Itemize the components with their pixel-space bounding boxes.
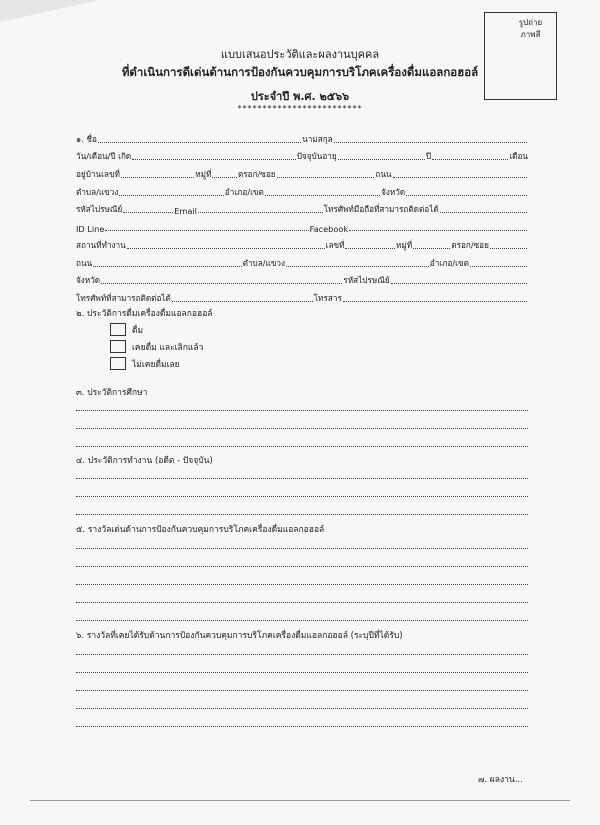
age-label: ปัจจุบันอายุ bbox=[296, 151, 337, 162]
answer-line[interactable] bbox=[76, 655, 528, 673]
form-subtitle: ที่ดำเนินการดีเด่นด้านการป้องกันควบคุมการบริโภคเครื่องดื่มแอลกอฮอล์ bbox=[121, 65, 479, 79]
last-name-label: นามสกุล bbox=[302, 133, 333, 144]
personal-info-fields bbox=[76, 128, 528, 305]
checkbox-quit[interactable] bbox=[110, 340, 126, 353]
work-phone-label: โทรศัพท์ที่สามารถติดต่อได้ bbox=[76, 292, 171, 303]
work-phone-field[interactable] bbox=[172, 301, 313, 302]
age-months-field[interactable] bbox=[432, 159, 508, 160]
moo-label: หมู่ที่ bbox=[195, 169, 212, 180]
answer-line[interactable] bbox=[76, 691, 528, 709]
option-drink[interactable] bbox=[110, 321, 203, 338]
work-postcode-label: รหัสไปรษณีย์ bbox=[343, 275, 390, 286]
first-name-label: ๑. ชื่อ bbox=[76, 133, 97, 144]
work-moo-label: หมู่ที่ bbox=[395, 239, 413, 250]
facebook-field[interactable] bbox=[349, 230, 527, 231]
checkbox-never[interactable] bbox=[110, 357, 126, 370]
line-id-label: ID Line bbox=[76, 224, 105, 235]
education-lines[interactable] bbox=[76, 393, 528, 447]
field-row-work-phone bbox=[76, 287, 528, 305]
birth-date-label: วัน/เดือน/ปี เกิด bbox=[76, 151, 132, 162]
district-field[interactable] bbox=[265, 195, 380, 196]
mobile-field[interactable] bbox=[440, 212, 527, 213]
mobile-label: โทรศัพท์มือถือที่สามารถติดต่อได้ bbox=[323, 204, 439, 215]
option-never-label: ไม่เคยดื่มเลย bbox=[132, 359, 180, 370]
work-postcode-field[interactable] bbox=[391, 283, 527, 284]
email-label: Email bbox=[174, 206, 197, 217]
work-province-label: จังหวัด bbox=[76, 275, 101, 286]
work-road-label: ถนน bbox=[76, 257, 93, 268]
field-row-workplace bbox=[76, 234, 528, 252]
work-subdistrict-field[interactable] bbox=[286, 266, 429, 267]
answer-line[interactable] bbox=[76, 567, 528, 585]
option-quit-label: เคยดื่ม และเลิกแล้ว bbox=[132, 342, 204, 353]
answer-line[interactable] bbox=[76, 585, 528, 603]
postcode-field[interactable] bbox=[123, 212, 173, 213]
folded-corner bbox=[0, 0, 100, 22]
work-moo-field[interactable] bbox=[413, 248, 450, 249]
road-field[interactable] bbox=[393, 177, 527, 178]
workplace-field[interactable] bbox=[127, 248, 325, 249]
field-row-name bbox=[76, 128, 528, 146]
email-field[interactable] bbox=[198, 212, 323, 213]
option-quit[interactable] bbox=[110, 338, 203, 355]
soi-field[interactable] bbox=[277, 177, 375, 178]
work-history-lines[interactable] bbox=[76, 461, 528, 515]
title-divider: ************************* bbox=[237, 104, 363, 113]
age-years-field[interactable] bbox=[338, 159, 425, 160]
line-id-field[interactable] bbox=[105, 230, 308, 231]
answer-line[interactable] bbox=[76, 673, 528, 691]
option-never[interactable] bbox=[110, 355, 203, 372]
facebook-label: Facebook bbox=[309, 224, 349, 235]
bottom-divider bbox=[30, 800, 570, 801]
work-road-field[interactable] bbox=[93, 266, 241, 267]
photo-box-sublabel: ภาพสี bbox=[520, 30, 541, 39]
work-province-field[interactable] bbox=[101, 283, 342, 284]
province-label: จังหวัด bbox=[381, 186, 406, 197]
education-heading: ๓. ประวัติการศึกษา bbox=[76, 388, 148, 398]
fax-label: โทรสาร bbox=[313, 292, 342, 303]
soi-label: ตรอก/ซอย bbox=[237, 169, 276, 180]
form-title: แบบเสนอประวัติและผลงานบุคคล bbox=[220, 48, 380, 61]
field-row-contact bbox=[76, 199, 528, 217]
subdistrict-label: ตำบล/แขวง bbox=[76, 186, 119, 197]
province-field[interactable] bbox=[406, 195, 527, 196]
answer-line[interactable] bbox=[76, 479, 528, 497]
answer-line[interactable] bbox=[76, 461, 528, 479]
house-no-label: อยู่บ้านเลขที่ bbox=[76, 169, 120, 180]
form-year: ประจำปี พ.ศ. ๒๕๖๖ bbox=[250, 90, 350, 103]
awards-received-lines[interactable] bbox=[76, 637, 528, 727]
next-page-indicator: ๗. ผลงาน... bbox=[478, 775, 523, 785]
answer-line[interactable] bbox=[76, 637, 528, 655]
work-history-heading: ๔. ประวัติการทำงาน (อดีต - ปัจจุบัน) bbox=[76, 456, 213, 466]
answer-line[interactable] bbox=[76, 393, 528, 411]
years-label: ปี bbox=[425, 151, 432, 162]
house-no-field[interactable] bbox=[121, 177, 194, 178]
last-name-field[interactable] bbox=[334, 142, 527, 143]
field-row-work-road bbox=[76, 252, 528, 270]
answer-line[interactable] bbox=[76, 531, 528, 549]
drinking-history-heading: ๒. ประวัติการดื่มเครื่องดื่มแอลกอฮอล์ bbox=[76, 309, 213, 319]
work-subdistrict-label: ตำบล/แขวง bbox=[242, 257, 285, 268]
checkbox-drink[interactable] bbox=[110, 323, 126, 336]
work-no-label: เลขที่ bbox=[325, 239, 345, 250]
work-soi-field[interactable] bbox=[490, 248, 527, 249]
work-district-field[interactable] bbox=[470, 266, 527, 267]
fax-field[interactable] bbox=[343, 301, 527, 302]
answer-line[interactable] bbox=[76, 429, 528, 447]
outstanding-award-lines[interactable] bbox=[76, 531, 528, 621]
answer-line[interactable] bbox=[76, 497, 528, 515]
answer-line[interactable] bbox=[76, 411, 528, 429]
answer-line[interactable] bbox=[76, 603, 528, 621]
work-soi-label: ตรอก/ซอย bbox=[451, 239, 489, 250]
field-row-birth bbox=[76, 146, 528, 164]
outstanding-award-heading: ๕. รางวัลเด่นด้านการป้องกันควบคุมการบริโภคเครื่องดื่มแอลกอฮอล์ bbox=[76, 525, 325, 535]
moo-field[interactable] bbox=[212, 177, 236, 178]
field-row-district bbox=[76, 181, 528, 199]
photo-box-label: รูปถ่าย bbox=[518, 18, 543, 27]
postcode-label: รหัสไปรษณีย์ bbox=[76, 204, 123, 215]
answer-line[interactable] bbox=[76, 709, 528, 727]
drinking-options bbox=[110, 321, 203, 372]
workplace-label: สถานที่ทำงาน bbox=[76, 239, 126, 250]
work-district-label: อำเภอ/เขต bbox=[429, 257, 469, 268]
work-no-field[interactable] bbox=[345, 248, 394, 249]
first-name-field[interactable] bbox=[98, 142, 301, 143]
field-row-address bbox=[76, 163, 528, 181]
subdistrict-field[interactable] bbox=[119, 195, 223, 196]
awards-received-heading: ๖. รางวัลที่เคยได้รับด้านการป้องกันควบคุมการบริโภคเครื่องดื่มแอลกอฮอล์ (ระบุปีที่ได้รับ) bbox=[76, 631, 403, 641]
field-row-social bbox=[76, 216, 528, 234]
field-row-work-province bbox=[76, 270, 528, 288]
option-drink-label: ดื่ม bbox=[132, 325, 144, 336]
district-label: อำเภอ/เขต bbox=[224, 186, 264, 197]
answer-line[interactable] bbox=[76, 549, 528, 567]
birth-date-field[interactable] bbox=[132, 159, 296, 160]
months-label: เดือน bbox=[509, 151, 528, 162]
road-label: ถนน bbox=[375, 169, 392, 180]
